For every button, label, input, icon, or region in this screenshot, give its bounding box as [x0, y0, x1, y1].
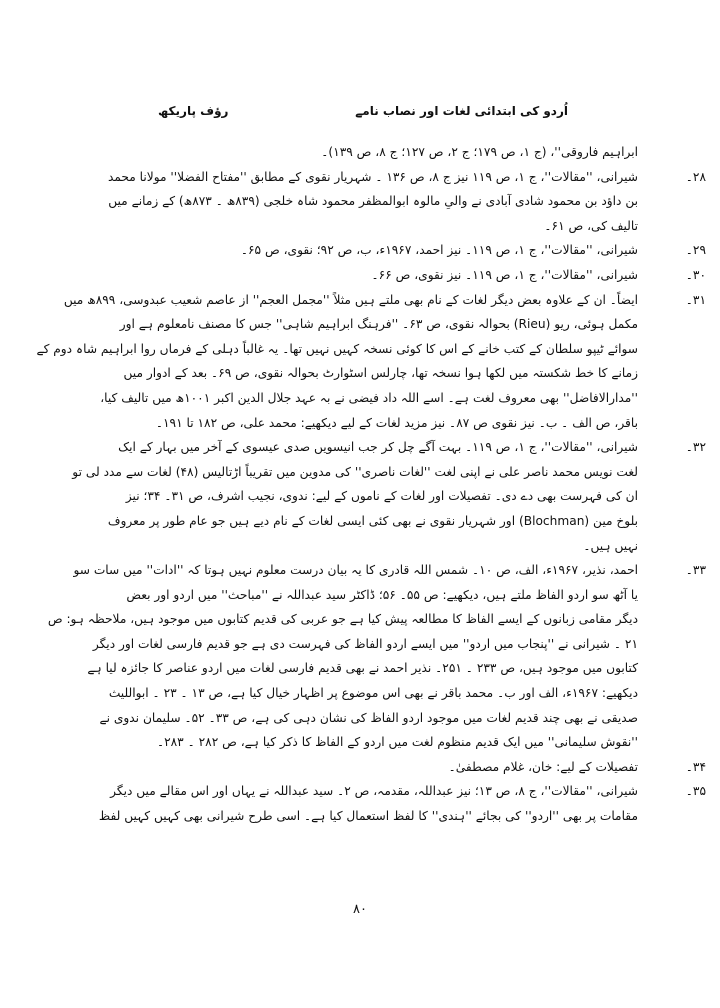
footnote-line: یا آٹھ سو اردو الفاظ ملتے ہیں، دیکھیے: ص ۵۵۔ ۵۶؛ ڈاکٹر سید عبداللہ نے ''مباحث'' میں اردو اور بعض [126, 587, 638, 602]
footnote-line: ابراہیم فاروقی''، (ج ۱، ص ۱۷۹؛ ج ۲، ص ۱۲۷؛ ج ۸، ص ۱۳۹)۔ [321, 145, 638, 159]
footnote-number: ۳۰۔ [685, 267, 706, 282]
footnote-line: ایضاً۔ ان کے علاوہ بعض دیگر لغات کے نام بھی ملتے ہیں مثلاً ''مجمل العجم'' از عاصم شعیب عبدوسی، ۸۹۹ھ میں [63, 292, 638, 307]
footnote [36, 288, 720, 436]
footnote [80, 779, 720, 828]
footnote-line: زمانے کا خط شکستہ میں لکھا ہوا نسخہ تھا، چارلس اسٹوارٹ بحوالہ نقوی، ص ۶۹۔ بعد کے ادوار میں [123, 366, 638, 381]
footnote-number: ۲۸۔ [685, 169, 706, 184]
footnote-line: لغت نویس محمد ناصر علی نے اپنی لغت ''لغات ناصری'' کی مدوین میں تقریباً اڑتالیس (۴۸) لغات سے مدد لی تو [72, 464, 638, 479]
footnote-text [80, 263, 638, 288]
footnote-line: ان کی فہرست بھی دے دی۔ تفصیلات اور لغات کے ناموں کے لیے: ندوی، نجیب اشرف، ص ۳۱۔ ۳۴؛ نیز [125, 489, 638, 504]
page-number: ۸۰ [353, 902, 367, 917]
footnote-text [48, 558, 638, 755]
footnote [72, 435, 720, 558]
footnote-text [80, 238, 638, 263]
footnote-text [80, 755, 638, 780]
footnote-line: مقامات پر بھی ''اردو'' کی بجائے ''ہندی'' کا لفظ استعمال کیا ہے۔ اسی طرح شیرانی بھی کہیں کہیں لفظ [98, 809, 638, 824]
footnote-number: ۳۴۔ [685, 759, 706, 774]
footnote-line: بلوخ مین (Blochman) اور شہریار نقوی نے بھی کئی ایسی لغات کے نام دیے ہیں جو عام طور پر معروف [107, 513, 638, 528]
footnote-line: کتابوں میں موجود ہیں، ص ۲۳۳ ۔ ۲۵۱۔ نذیر احمد نے بھی قدیم فارسی لغات میں اردو عناصر کا جائزہ لیا ہے [87, 661, 638, 676]
footnotes-list [36, 140, 720, 829]
footnote-line: شیرانی، ''مقالات''، ج ۸، ص ۱۳؛ نیز عبداللہ، مقدمہ، ص ۲۔ سید عبداللہ نے یہاں اور اس مقالے میں دیگر [110, 784, 638, 799]
footnote-text [80, 165, 638, 239]
footnote-line: مکمل ہوئی، ریو (Rieu) بحوالہ نقوی، ص ۶۳۔ ''فرہنگ ابراہیم شاہی'' جس کا مصنف نامعلوم ہے اور [119, 317, 638, 332]
footnote [80, 755, 720, 780]
footnote-number: ۳۲۔ [685, 440, 706, 455]
footnote [80, 165, 720, 239]
footnote-line: سوائے ٹیپو سلطان کے کتب خانے کے اس کا کوئی نسخہ کہیں نہیں تھا۔ یہ غالباً دہلی کے فرماں روا ابراہیم شاہ دوم کے [36, 341, 638, 356]
footnote-number: ۳۵۔ [685, 784, 706, 799]
footnote-text [80, 779, 638, 828]
footnote [80, 238, 720, 263]
footnote-line: احمد، نذیر، ۱۹۶۷ء، الف، ص ۱۰۔ شمس اللہ قادری کا یہ بیان درست معلوم نہیں ہوتا کہ ''ادات'' میں سات سو [73, 563, 638, 578]
footnote-line: دیکھیے: ۱۹۶۷ء، الف اور ب۔ محمد باقر نے بھی اس موضوع پر اظہار خیال کیا ہے، ص ۱۳ ۔ ۲۳ ۔ ابواللیث [108, 686, 638, 701]
footnote-line: باقر، ص الف ۔ ب۔ نیز نقوی ص ۸۷۔ نیز مزید لغات کے لیے دیکھیے: محمد علی، ص ۱۸۲ تا ۱۹۱۔ [155, 415, 638, 430]
footnote-line: دیگر مقامی زبانوں کے ایسے الفاظ کا مطالعہ پیش کیا ہے جو عربی کی قدیم کتابوں میں موجود ہیں، ملاحظہ ہو: ص [47, 612, 638, 627]
footnote-line: بن داؤد بن محمود شادی آبادی نے والیِ مالوہ ابوالمظفر محمود شاہ خلجی (۸۳۹ھ ۔ ۸۷۳ھ) کے زمانے میں [108, 194, 638, 209]
footnote-number: ۳۱۔ [685, 292, 706, 307]
footnote [80, 140, 720, 165]
footnote-line: شیرانی، ''مقالات''، ج ۱، ص ۱۱۹۔ نیز احمد، ۱۹۶۷ء، ب، ص ۹۲؛ نقوی، ص ۶۵۔ [240, 243, 638, 258]
footnote-line: ۲۱ ۔ شیرانی نے ''پنجاب میں اردو'' میں ایسے اردو الفاظ کی فہرست دی ہے جو قدیم فارسی لغات اور دیگر [92, 636, 638, 651]
footnote-text [72, 435, 638, 558]
footnote-number: ۳۳۔ [685, 563, 706, 578]
footnote-text [80, 140, 720, 165]
footnote-line: شیرانی، ''مقالات''، ج ۱، ص ۱۱۹۔ نیز نقوی، ص ۶۶۔ [371, 267, 638, 282]
running-header-title: اُردو کی ابتدائی لغات اور نصاب نامے [355, 104, 568, 118]
footnote-line: ''نقوش سلیمانی'' میں ایک قدیم منظوم لغت میں اردو کے الفاظ کا ذکر کیا ہے، ص ۲۸۲ ۔ ۲۸۳۔ [156, 735, 638, 750]
footnote-line: تفصیلات کے لیے: خان، غلام مصطفیٰ۔ [448, 759, 638, 774]
footnote-line: ''مدارالافاضل'' بھی معروف لغت ہے۔ اسے اللہ داد فیضی نے بہ عہد جلال الدین اکبر ۱۰۰۱ھ میں تالیف کیا، [100, 390, 638, 405]
footnote-number: ۲۹۔ [685, 243, 706, 258]
footnote-line: نہیں ہیں۔ [583, 538, 638, 553]
footnote-line: صدیقی نے بھی چند قدیم لغات میں موجود اردو الفاظ کی نشان دہی کی ہے، ص ۳۳۔ ۵۲۔ سلیمان ندوی نے [99, 710, 638, 725]
footnote [47, 558, 720, 755]
footnote-line: تالیف کی، ص ۶۱۔ [544, 218, 638, 233]
footnote [80, 263, 720, 288]
footnote-line: شیرانی، ''مقالات''، ج ۱، ص ۱۱۹۔ بہت آگے چل کر جب انیسویں صدی عیسوی کے آخر میں بہار کے ایک [118, 440, 638, 455]
running-header-author: رؤف پاریکھ [158, 104, 229, 118]
footnote-line: شیرانی، ''مقالات''، ج ۱، ص ۱۱۹ نیز ج ۸، ص ۱۳۶ ۔ شہریار نقوی کے مطابق ''مفتاح الفضلا'' مولانا محمد [107, 169, 638, 184]
footnote-text [36, 288, 638, 436]
